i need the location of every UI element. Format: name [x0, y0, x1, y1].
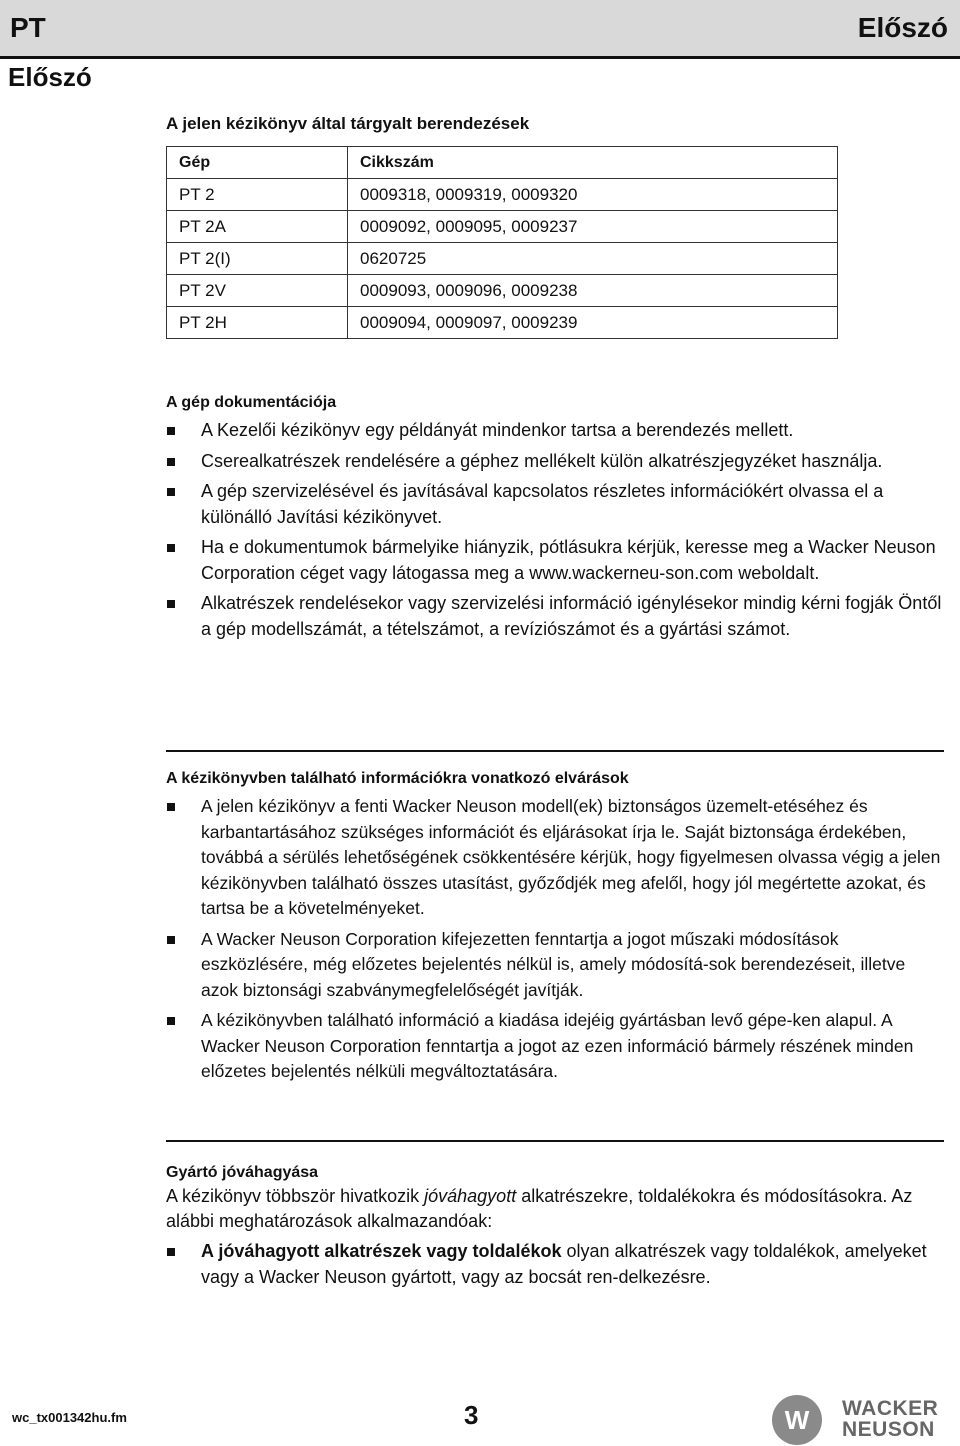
machine-cell: PT 2H [167, 307, 348, 339]
col-item-header: Cikkszám [348, 147, 838, 179]
expectations-heading: A kézikönyvben található információkra vonatkozó elvárások [166, 770, 629, 787]
documentation-list [166, 418, 942, 642]
list-item: A gép szervizelésével és javításával kapcsolatos részletes információkért olvassa el a különálló Javítási kézikönyvet. [166, 479, 942, 530]
logo-line: NEUSON [842, 1418, 935, 1441]
list-item: A Kezelői kézikönyv egy példányát mindenkor tartsa a berendezés mellett. [166, 418, 942, 444]
approval-term: A jóváhagyott alkatrészek vagy toldalékok [201, 1241, 562, 1261]
table-row [167, 307, 838, 339]
table-row [167, 179, 838, 211]
item-cell: 0009092, 0009095, 0009237 [348, 211, 838, 243]
machine-cell: PT 2 [167, 179, 348, 211]
item-cell: 0009318, 0009319, 0009320 [348, 179, 838, 211]
list-item: Ha e dokumentumok bármelyike hiányzik, pótlásukra kérjük, keresse meg a Wacker Neuson Corporation céget vagy látogassa meg a www.wackerneu-son.com weboldalt. [166, 535, 942, 586]
approval-intro [166, 1184, 942, 1234]
wacker-logo-icon: W [772, 1395, 822, 1445]
approval-intro-text: alkatrészekre, toldalékokra és módosításokra. Az alábbi meghatározások alkalmazandóak: [166, 1186, 913, 1231]
page-number: 3 [464, 1400, 479, 1430]
list-item: A jelen kézikönyv a fenti Wacker Neuson modell(ek) biztonságos üzemelt-etéséhez és karbantartásához szükséges információt és eljárásokat írja le. Saját biztonsága érdekében, továbbá a sérülés lehetőségének csökkentésére kérjük, hogy figyelmesen olvassa végig a jelen kézikönyvben található összes utasítást, győződjék meg afelől, hogy jól megértette azokat, és tartsa be a követelményeket. [166, 794, 942, 922]
section-divider [166, 750, 944, 752]
list-item: Alkatrészek rendelésekor vagy szervizelési információ igénylésekor mindig kérni fogják Öntől a gép modellszámát, a tételszámot, a revíziószámot és a gyártási számot. [166, 591, 942, 642]
expectations-section [166, 770, 942, 1090]
logo-line: WACKER [842, 1397, 939, 1420]
machine-cell: PT 2A [167, 211, 348, 243]
approval-heading: Gyártó jóváhagyása [166, 1164, 319, 1181]
col-machine-header: Gép [167, 147, 348, 179]
table-row [167, 211, 838, 243]
approval-intro-emphasis: jóváhagyott [424, 1186, 517, 1206]
header-chapter: Előszó [857, 12, 948, 43]
table-header-row [167, 147, 838, 179]
list-item: Cserealkatrészek rendelésére a géphez mellékelt külön alkatrészjegyzéket használja. [166, 449, 942, 475]
approval-definition: olyan alkatrészek vagy toldalékok, amelyeket vagy a Wacker Neuson gyártott, vagy az bocsát ren-delkezésre. [201, 1241, 927, 1287]
approval-section [166, 1164, 942, 1295]
list-item: A kézikönyvben található információ a kiadása idejéig gyártásban levő gépe-ken alapul. A Wacker Neuson Corporation fenntartja a jogot az ezen információ bármely részének minden előzetes bejelentés nélküli megváltoztatására. [166, 1008, 942, 1085]
machine-cell: PT 2(I) [167, 243, 348, 275]
list-item [166, 1239, 942, 1290]
machine-cell: PT 2V [167, 275, 348, 307]
item-cell: 0620725 [348, 243, 838, 275]
page-title: Előszó [8, 62, 92, 92]
expectations-list [166, 794, 942, 1085]
table-row [167, 243, 838, 275]
machines-table [166, 146, 838, 339]
table-row [167, 275, 838, 307]
documentation-section [166, 394, 942, 647]
header-bar [0, 0, 960, 59]
approval-list [166, 1239, 942, 1290]
documentation-heading: A gép dokumentációja [166, 394, 337, 411]
footer-filename: wc_tx001342hu.fm [12, 1410, 127, 1425]
item-cell: 0009093, 0009096, 0009238 [348, 275, 838, 307]
machines-heading: A jelen kézikönyv által tárgyalt berendezések [166, 114, 530, 133]
section-divider [166, 1140, 944, 1142]
item-cell: 0009094, 0009097, 0009239 [348, 307, 838, 339]
list-item: A Wacker Neuson Corporation kifejezetten fenntartja a jogot műszaki módosítások eszközlésére, még előzetes bejelentés nélkül is, amely módosítá-sok berendezéseit, illetve azok biztonsági szabványmegfelelőségét javítják. [166, 927, 942, 1004]
header-model: PT [10, 12, 46, 43]
machines-heading-wrap [166, 114, 942, 134]
approval-intro-text: A kézikönyv többször hivatkozik [166, 1186, 425, 1206]
wacker-logo-text [842, 1398, 938, 1440]
